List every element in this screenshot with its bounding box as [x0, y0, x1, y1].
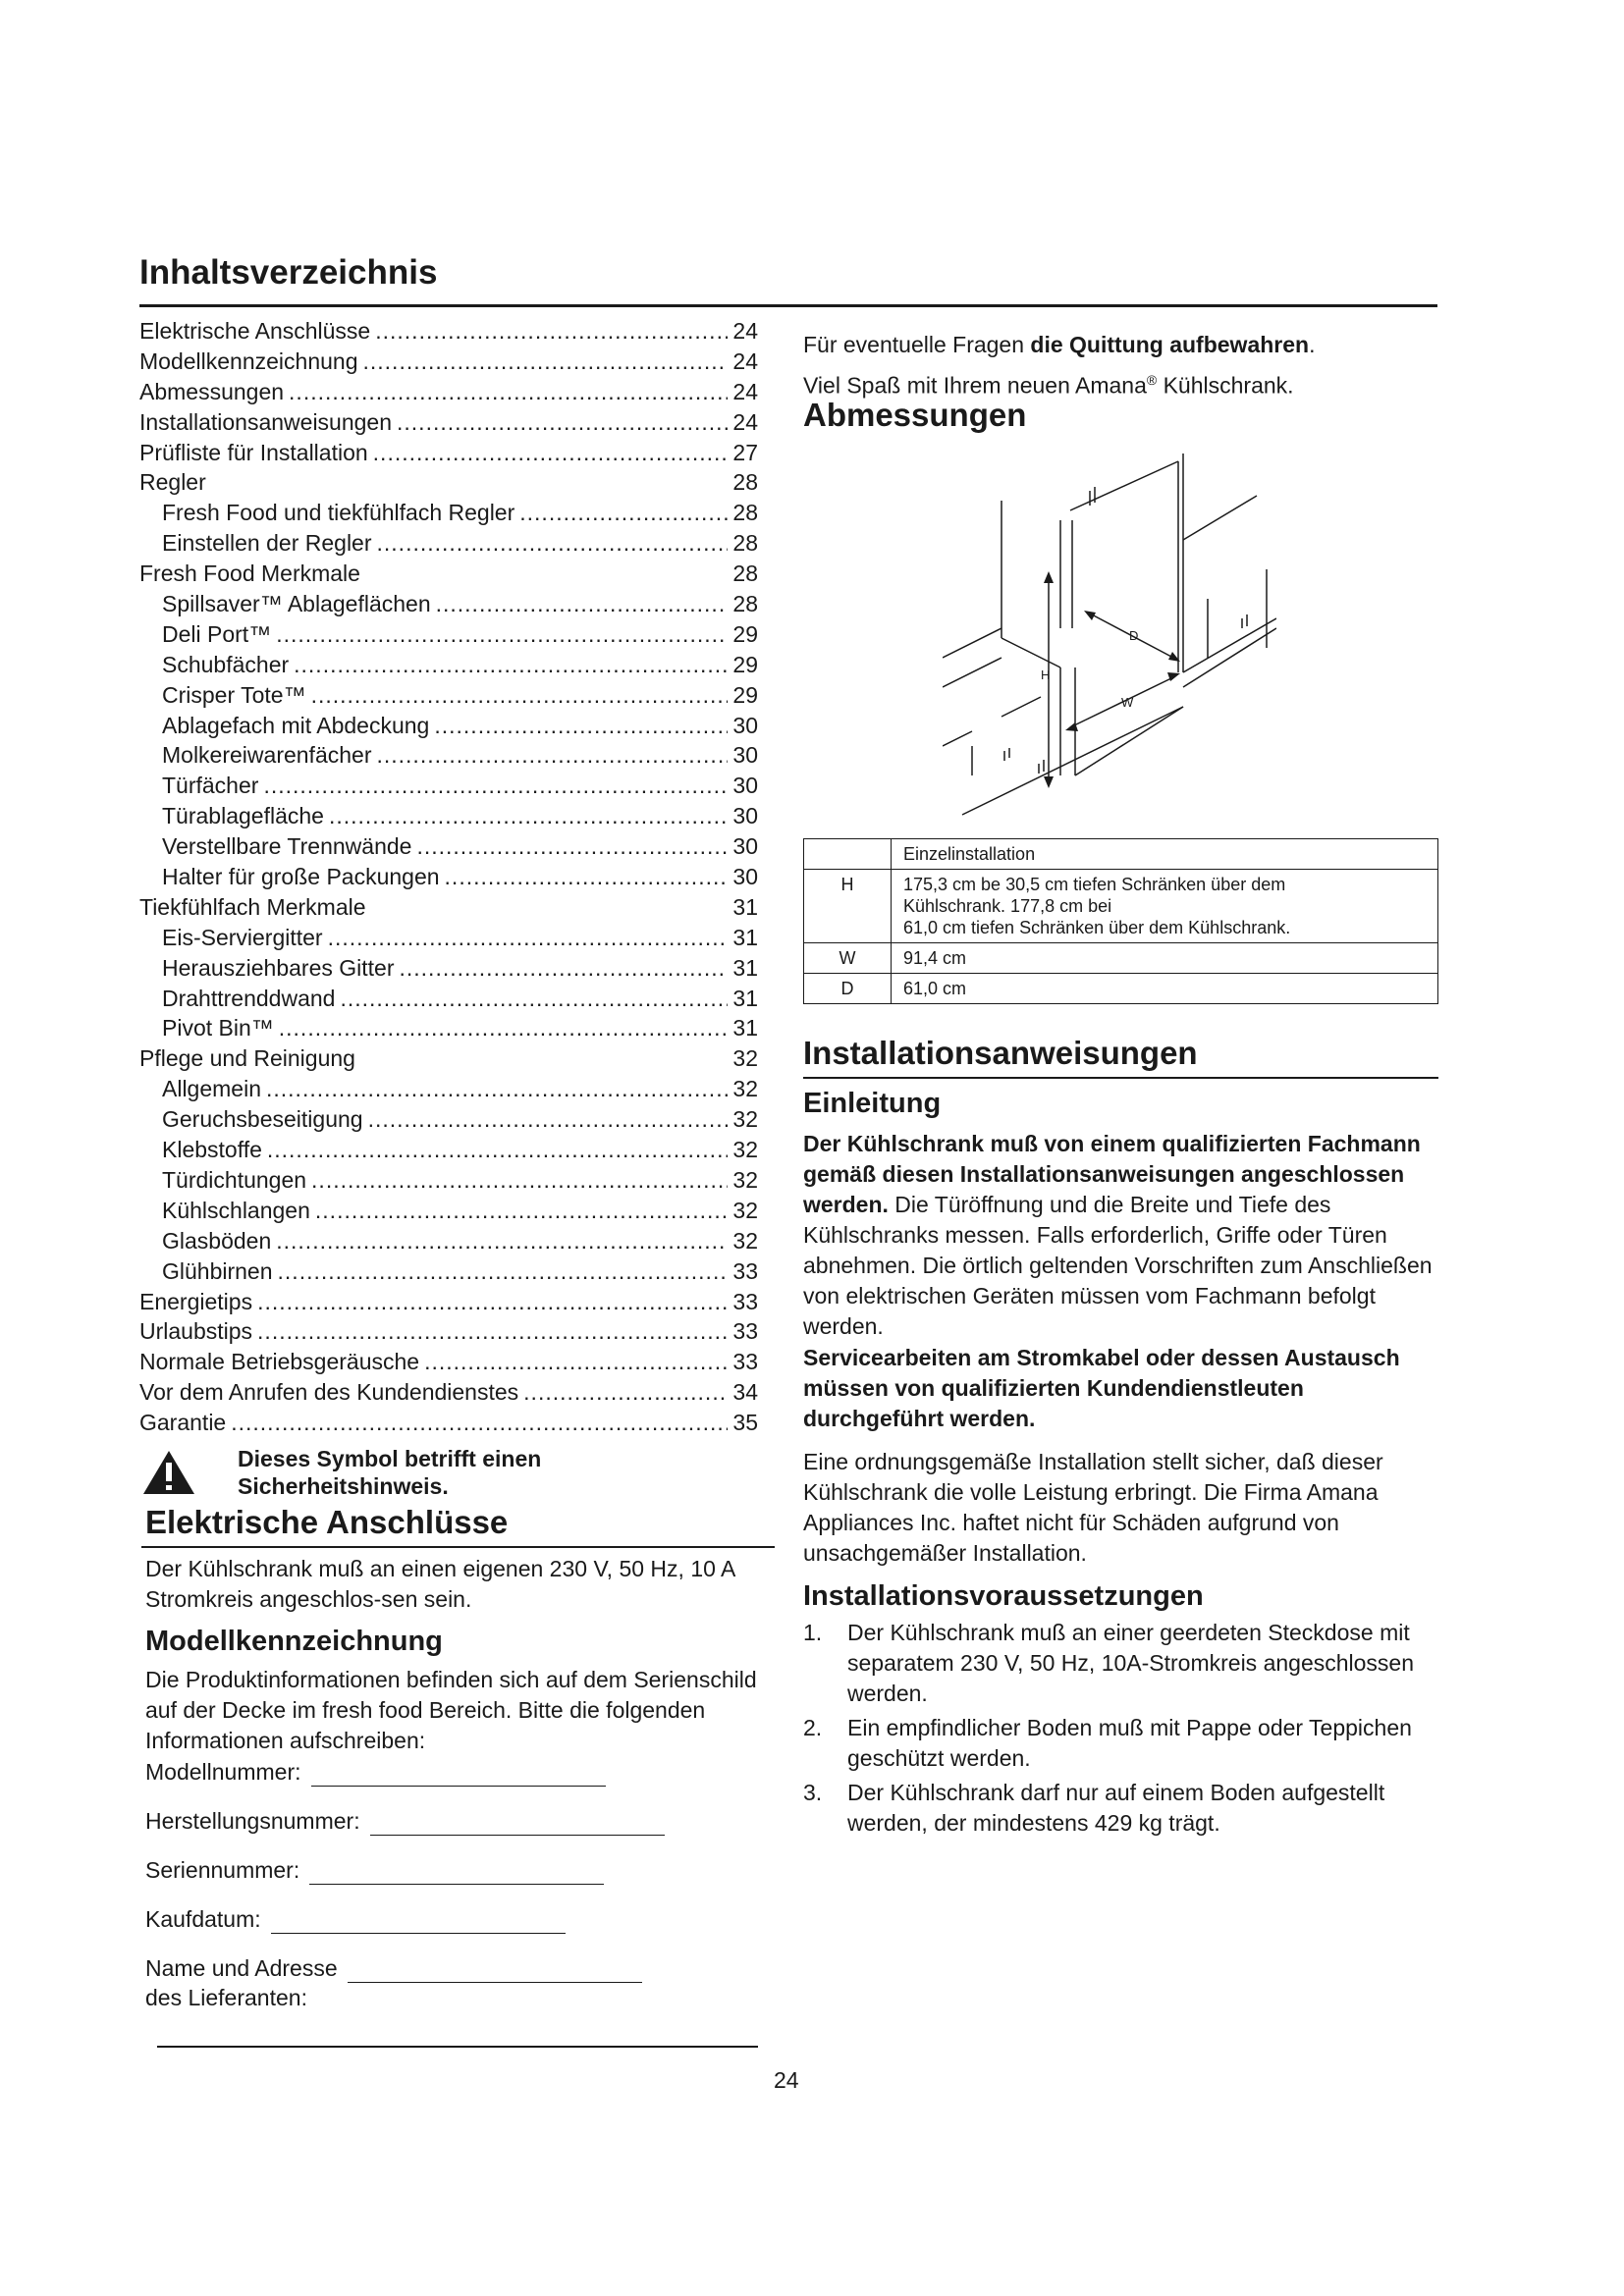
toc-entry-page: 24 [732, 408, 758, 435]
write-line [271, 1911, 566, 1934]
toc-entry-label: Verstellbare Trennwände [162, 833, 412, 860]
toc-entry [139, 438, 758, 468]
write-line [348, 1960, 642, 1983]
toc-entry-label: Regler [139, 469, 206, 496]
toc-leader-dots [315, 1196, 729, 1226]
toc-entry [139, 1043, 758, 1074]
field-serial-number [145, 1855, 604, 1885]
field-dealer [145, 1953, 642, 1983]
toc-entry-page: 27 [732, 439, 758, 465]
subheading-installationsvoraussetzungen: Installationsvoraussetzungen [803, 1580, 1204, 1612]
toc-entry [139, 467, 758, 498]
toc-leader-dots [311, 1165, 728, 1196]
toc-entry-page: 28 [732, 591, 758, 617]
subheading-einleitung: Einleitung [803, 1088, 942, 1119]
section-heading-installationsanweisungen: Installationsanweisungen [803, 1035, 1198, 1071]
list-number: 3. [803, 1780, 823, 1805]
modell-text: Die Produktinformationen befinden sich auf dem Serienschild auf der Decke im fresh food Bereich. Bitte die folgenden Informationen aufschreiben: [145, 1667, 757, 1753]
toc-entry-page: 33 [732, 1318, 758, 1345]
toc-leader-dots [294, 650, 728, 680]
field-model-number [145, 1757, 606, 1787]
toc-leader-dots [424, 1347, 728, 1377]
toc-leader-dots [400, 953, 729, 984]
toc-entry-page: 32 [732, 1106, 758, 1133]
toc-leader-dots [377, 528, 729, 559]
toc-entry [139, 407, 758, 438]
toc-entry-page: 30 [732, 803, 758, 829]
toc-entry-label: Pflege und Reinigung [139, 1045, 355, 1072]
toc-entry [139, 347, 758, 377]
toc-entry-label: Urlaubstips [139, 1318, 253, 1345]
field-label: Herstellungsnummer: [145, 1808, 360, 1834]
toc-entry-label: Fresh Food Merkmale [139, 561, 360, 587]
toc-entry [139, 953, 758, 984]
toc-entry-page: 32 [732, 1076, 758, 1102]
toc-entry-label: Schubfächer [162, 651, 290, 677]
toc-entry [139, 1135, 758, 1165]
toc-entry-label: Geruchsbeseitigung [162, 1106, 363, 1133]
toc-entry-label: Modellkennzeichnung [139, 347, 358, 374]
toc-entry-page: 31 [732, 893, 758, 920]
toc-entry [139, 1074, 758, 1104]
toc-entry-label: Pivot Bin™ [162, 1015, 274, 1041]
table-cell-line: 175,3 cm be 30,5 cm tiefen Schränken über dem [903, 875, 1286, 894]
elektrisch-text: Der Kühlschrank muß an einen eigenen 230 V, 50 Hz, 10 A Stromkreis angeschlos-sen sein. [145, 1556, 735, 1612]
toc-leader-dots [328, 923, 729, 953]
toc-entry [139, 316, 758, 347]
toc-entry [139, 892, 758, 923]
toc-entry [139, 680, 758, 711]
toc-leader-dots [289, 377, 728, 407]
toc-entry-page: 33 [732, 1349, 758, 1375]
toc-entry-page: 33 [732, 1257, 758, 1284]
toc-entry-page: 24 [732, 378, 758, 404]
table-cell [804, 839, 892, 870]
toc-entry-label: Herausziehbares Gitter [162, 954, 395, 981]
toc-entry-label: Deli Port™ [162, 620, 272, 647]
toc-entry [139, 559, 758, 589]
requirements-list [803, 1618, 1441, 1842]
toc-entry [139, 1347, 758, 1377]
toc-entry [139, 801, 758, 831]
toc-title: Inhaltsverzeichnis [139, 253, 438, 292]
toc-entry-label: Elektrische Anschlüsse [139, 318, 371, 344]
toc-entry-label: Klebstoffe [162, 1137, 262, 1163]
toc-entry-label: Spillsaver™ Ablageflächen [162, 591, 431, 617]
safety-note-text [238, 1445, 541, 1500]
field-manufacture-number [145, 1806, 665, 1836]
section-divider [141, 1546, 775, 1548]
toc-leader-dots [397, 407, 728, 438]
toc-entry [139, 1226, 758, 1256]
receipt-note-pre: Für eventuelle Fragen [803, 332, 1031, 357]
toc-entry-label: Tiekfühlfach Merkmale [139, 893, 366, 920]
toc-entry-label: Garantie [139, 1410, 227, 1436]
write-line [370, 1813, 665, 1836]
field-label: Seriennummer: [145, 1857, 300, 1883]
toc-entry-label: Molkereiwarenfächer [162, 742, 372, 769]
toc-entry [139, 711, 758, 741]
toc-entry-label: Vor dem Anrufen des Kundendienstes [139, 1379, 519, 1406]
dimensions-diagram [943, 452, 1276, 834]
field-label: Name und Adresse [145, 1955, 338, 1981]
toc-leader-dots [278, 1256, 729, 1287]
toc-entry-page: 29 [732, 651, 758, 677]
toc-entry [139, 650, 758, 680]
diagram-label-d: D [1129, 628, 1139, 643]
toc-entry-page: 30 [732, 742, 758, 769]
toc-leader-dots [340, 984, 728, 1014]
list-text: Der Kühlschrank darf nur auf einem Boden aufgestellt werden, der mindestens 429 kg trägt. [847, 1780, 1385, 1836]
table-key: D [804, 974, 892, 1004]
table-header: Einzelinstallation [892, 839, 1438, 870]
table-cell [892, 870, 1438, 943]
toc-entry-page: 30 [732, 773, 758, 799]
list-text: Der Kühlschrank muß an einer geerdeten Steckdose mit separatem 230 V, 50 Hz, 10A-Stromkreis angeschlossen werden. [847, 1620, 1415, 1706]
toc-leader-dots [279, 1013, 729, 1043]
field-dealer-label-2: des Lieferanten: [145, 1985, 307, 2010]
toc-entry-page: 31 [732, 954, 758, 981]
toc-entry-label: Eis-Serviergitter [162, 924, 323, 950]
toc-entry-page: 28 [732, 561, 758, 587]
toc-entry-page: 30 [732, 712, 758, 738]
toc-entry-page: 28 [732, 530, 758, 557]
warning-triangle-icon [141, 1449, 196, 1496]
table-row [804, 839, 1438, 870]
toc-entry-page: 30 [732, 864, 758, 890]
welcome-note-pre: Viel Spaß mit Ihrem neuen Amana [803, 372, 1147, 399]
toc-leader-dots [523, 1377, 728, 1408]
toc-entry-page: 33 [732, 1288, 758, 1314]
toc-entry-page: 24 [732, 318, 758, 344]
section-divider [803, 1077, 1438, 1079]
toc-leader-dots [266, 1074, 728, 1104]
toc-entry [139, 377, 758, 407]
toc-leader-dots [276, 619, 728, 650]
receipt-note-bold: die Quittung aufbewahren [1030, 332, 1310, 357]
toc-entry [139, 1408, 758, 1438]
toc-entry [139, 528, 758, 559]
toc-leader-dots [311, 680, 729, 711]
toc-entry-page: 29 [732, 681, 758, 708]
toc-entry-label: Glühbirnen [162, 1257, 273, 1284]
field-label: Kaufdatum: [145, 1906, 261, 1932]
table-of-contents [139, 316, 758, 1438]
section-heading-abmessungen: Abmessungen [803, 397, 1027, 433]
toc-entry-label: Allgemein [162, 1076, 261, 1102]
toc-entry-label: Einstellen der Regler [162, 530, 372, 557]
table-cell-line: 61,0 cm tiefen Schränken über dem Kühlschrank. [903, 918, 1291, 937]
toc-leader-dots [519, 498, 728, 528]
toc-leader-dots [263, 771, 728, 801]
toc-leader-dots [436, 589, 729, 619]
welcome-note-post: Kühlschrank. [1157, 372, 1294, 399]
safety-note [141, 1445, 780, 1500]
table-row [804, 870, 1438, 943]
safety-note-line2: Sicherheitshinweis. [238, 1473, 449, 1499]
toc-entry-page: 32 [732, 1197, 758, 1223]
field-purchase-date [145, 1904, 566, 1934]
list-item [803, 1778, 1441, 1839]
safety-note-line1: Dieses Symbol betrifft einen [238, 1446, 542, 1471]
toc-entry-page: 34 [732, 1379, 758, 1406]
toc-entry [139, 589, 758, 619]
toc-leader-dots [376, 740, 728, 771]
list-number: 1. [803, 1620, 823, 1645]
toc-entry-page: 35 [732, 1410, 758, 1436]
toc-entry [139, 923, 758, 953]
toc-entry [139, 862, 758, 892]
toc-entry-page: 31 [732, 924, 758, 950]
toc-entry [139, 1377, 758, 1408]
receipt-note [803, 330, 1441, 360]
table-cell-line: Kühlschrank. 177,8 cm bei [903, 896, 1112, 916]
list-text: Ein empfindlicher Boden muß mit Pappe oder Teppichen geschützt werden. [847, 1715, 1412, 1771]
dimensions-table [803, 838, 1438, 1004]
write-line [311, 1764, 606, 1787]
toc-entry-label: Crisper Tote™ [162, 681, 306, 708]
diagram-label-h: H [1041, 667, 1051, 682]
toc-entry-page: 28 [732, 500, 758, 526]
einleitung-text [803, 1129, 1441, 1342]
toc-entry-page: 31 [732, 985, 758, 1011]
toc-leader-dots [434, 711, 728, 741]
toc-entry-page: 32 [732, 1166, 758, 1193]
toc-leader-dots [257, 1316, 728, 1347]
toc-entry-label: Glasböden [162, 1227, 272, 1254]
toc-entry-label: Installationsanweisungen [139, 408, 393, 435]
installation-note: Eine ordnungsgemäße Installation stellt sicher, daß dieser Kühlschrank die volle Leistung erbringt. Die Firma Amana Appliances Inc. haftet nicht für Schäden aufgrund von unsachgemäßer Installation. [803, 1449, 1383, 1566]
toc-entry [139, 1165, 758, 1196]
toc-leader-dots [231, 1408, 728, 1438]
toc-leader-dots [445, 862, 729, 892]
toc-entry-page: 32 [732, 1137, 758, 1163]
list-number: 2. [803, 1715, 823, 1740]
toc-entry-page: 29 [732, 620, 758, 647]
toc-entry-label: Türfächer [162, 773, 259, 799]
footer-divider [157, 2046, 758, 2048]
toc-leader-dots [368, 1104, 729, 1135]
page-number: 24 [774, 2067, 799, 2093]
table-cell: 61,0 cm [892, 974, 1438, 1004]
toc-entry-label: Fresh Food und tiekfühlfach Regler [162, 500, 515, 526]
einleitung-bold: Der Kühlschrank muß von einem qualifizierten Fachmann gemäß diesen Installationsanweisungen angeschlossen werden. [803, 1131, 1421, 1217]
field-label: Modellnummer: [145, 1759, 301, 1785]
toc-entry [139, 1104, 758, 1135]
toc-leader-dots [257, 1287, 728, 1317]
table-row [804, 943, 1438, 974]
toc-entry-label: Drahttrenddwand [162, 985, 336, 1011]
toc-entry-label: Ablagefach mit Abdeckung [162, 712, 430, 738]
toc-entry [139, 771, 758, 801]
toc-leader-dots [373, 438, 729, 468]
toc-entry-page: 32 [732, 1045, 758, 1072]
toc-entry-label: Prüfliste für Installation [139, 439, 368, 465]
toc-entry [139, 1316, 758, 1347]
toc-entry-label: Normale Betriebsgeräusche [139, 1349, 420, 1375]
toc-entry-page: 30 [732, 833, 758, 860]
toc-leader-dots [267, 1135, 729, 1165]
toc-leader-dots [329, 801, 728, 831]
toc-entry [139, 831, 758, 862]
table-key: W [804, 943, 892, 974]
table-cell: 91,4 cm [892, 943, 1438, 974]
toc-entry-label: Türdichtungen [162, 1166, 307, 1193]
toc-entry [139, 740, 758, 771]
list-item [803, 1618, 1441, 1709]
toc-leader-dots [375, 316, 728, 347]
toc-entry-page: 28 [732, 469, 758, 496]
registered-mark: ® [1146, 372, 1158, 388]
toc-entry [139, 498, 758, 528]
toc-entry-label: Kühlschlangen [162, 1197, 310, 1223]
einleitung-body: Die Türöffnung und die Breite und Tiefe des Kühlschranks messen. Falls erforderlich, Griffe oder Türen abnehmen. Die örtlich geltenden Vorschriften zum Anschließen von elektrischen Geräten müssen vom Fachmann befolgt werden. [803, 1192, 1433, 1339]
toc-leader-dots [416, 831, 728, 862]
toc-entry [139, 1013, 758, 1043]
toc-entry-label: Türablagefläche [162, 803, 324, 829]
toc-entry-page: 24 [732, 347, 758, 374]
toc-leader-dots [363, 347, 729, 377]
toc-entry [139, 1287, 758, 1317]
section-heading-elektrische-anschluesse: Elektrische Anschlüsse [145, 1504, 509, 1540]
service-note: Servicearbeiten am Stromkabel oder dessen Austausch müssen von qualifizierten Kundendienstleuten durchgeführt werden. [803, 1345, 1400, 1431]
toc-leader-dots [276, 1226, 728, 1256]
toc-entry [139, 619, 758, 650]
diagram-label-w: W [1121, 695, 1134, 710]
receipt-note-post: . [1309, 332, 1316, 357]
toc-entry-label: Energietips [139, 1288, 253, 1314]
write-line [309, 1862, 604, 1885]
section-heading-modellkennzeichnung: Modellkennzeichnung [145, 1626, 443, 1657]
toc-entry-label: Halter für große Packungen [162, 864, 440, 890]
toc-entry [139, 984, 758, 1014]
title-divider [139, 304, 1437, 307]
table-row [804, 974, 1438, 1004]
table-key: H [804, 870, 892, 943]
toc-entry [139, 1256, 758, 1287]
toc-entry-page: 32 [732, 1227, 758, 1254]
toc-entry [139, 1196, 758, 1226]
toc-entry-page: 31 [732, 1015, 758, 1041]
toc-entry-label: Abmessungen [139, 378, 285, 404]
list-item [803, 1713, 1441, 1774]
